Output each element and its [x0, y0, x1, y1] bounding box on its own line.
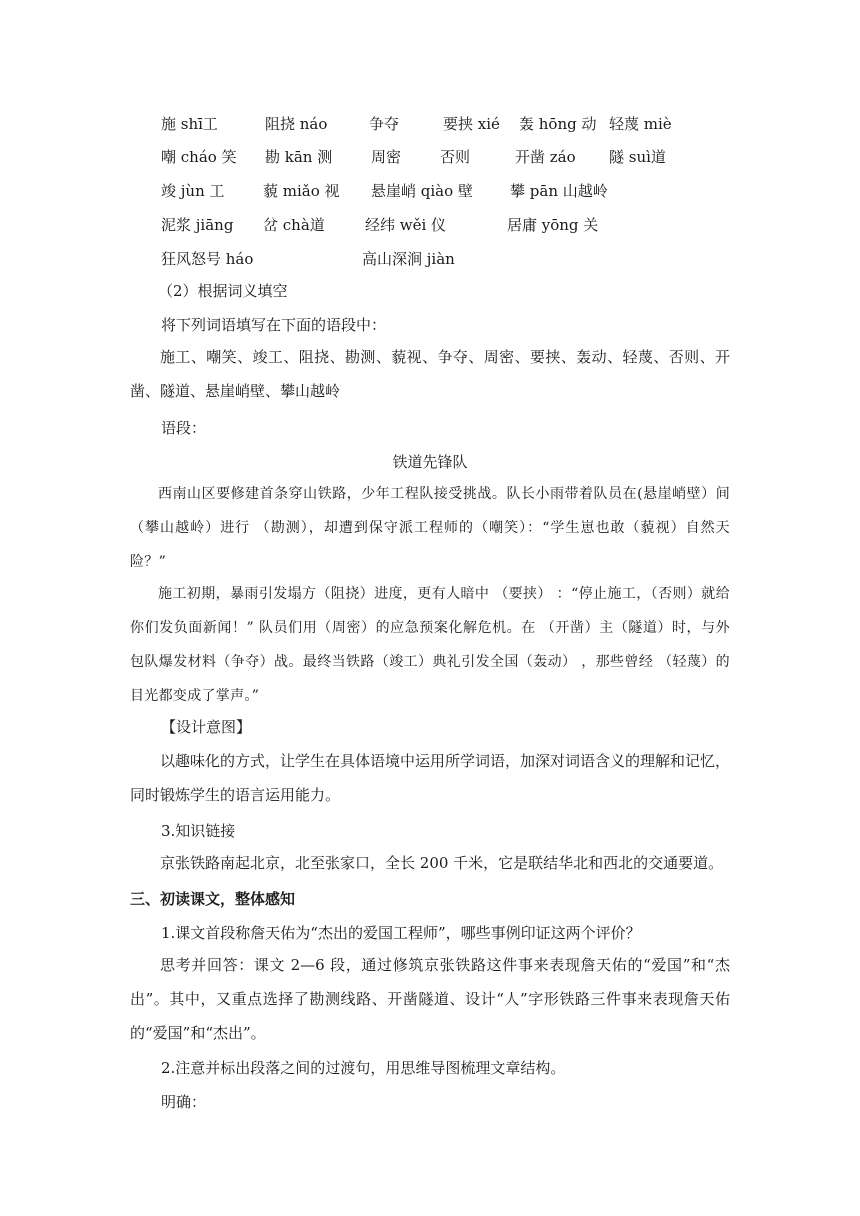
passage-paragraph-2: 施工初期，暴雨引发塌方（阻挠）进度，更有人暗中 （要挟） ：“停止施工，（否则）就给你们发负面新闻！” 队员们用（周密）的应急预案化解危机。在 （开凿）主（隧道）时，与外包队爆发材料（争夺）战。最终当铁路（竣工）典礼引发全国（轰动） ，那些曾经 （轻蔑）的目光都变成了掌声。” [130, 586, 730, 704]
vocab-item: 要挟 xié [443, 115, 500, 133]
vocab-item: 狂风怒号 háo [161, 250, 254, 268]
vocab-item: 否则 [440, 148, 471, 166]
vocab-item: 高山深涧 jiàn [362, 250, 455, 268]
vocab-item: 经纬 wěi 仪 [365, 216, 447, 234]
vocab-item: 开凿 záo [515, 148, 576, 166]
vocab-item: 攀 pān 山越岭 [510, 182, 608, 200]
vocab-item: 隧 suì道 [609, 148, 666, 166]
fill-instruction: 将下列词语填写在下面的语段中： [161, 316, 387, 334]
vocab-item: 争夺 [369, 115, 400, 133]
vocab-item: 泥浆 jiāng [161, 216, 234, 234]
passage-paragraph-1: 西南山区要修建首条穿山铁路，少年工程队接受挑战。队长小雨带着队员在(悬崖峭壁）间 （攀山越岭）进行 （勘测），却遭到保守派工程师的（嘲笑）：“学生崽也敢（藐视）自然天险？” [130, 486, 730, 570]
design-text: 以趣味化的方式，让学生在具体语境中运用所学词语，加深对词语含义的理解和记忆，同时锻炼学生的语言运用能力。 [130, 752, 731, 804]
question-2: 2.注意并标出段落之间的过渡句，用思维导图梳理文章结构。 [161, 1059, 566, 1077]
passage-label: 语段： [161, 419, 207, 437]
vocab-item: 轻蔑 miè [609, 115, 672, 133]
question-1: 1.课文首段称詹天佑为“杰出的爱国工程师”，哪些事例印证这两个评价？ [161, 924, 641, 942]
vocab-item: 悬崖峭 qiào 壁 [371, 182, 473, 200]
vocab-item: 居庸 yōng 关 [507, 216, 599, 234]
knowledge-text: 京张铁路南起北京，北至张家口，全长 200 千米，它是联结华北和西北的交通要道。 [160, 854, 724, 872]
clarify-label: 明确： [161, 1093, 207, 1111]
vocab-item: 勘 kān 测 [265, 148, 333, 166]
word-bank: 施工、嘲笑、竣工、阻挠、勘测、藐视、争夺、周密、要挟、轰动、轻蔑、否则、开凿、隧道、悬崖峭壁、攀山越岭 [130, 348, 730, 400]
knowledge-heading: 3.知识链接 [161, 822, 236, 840]
vocab-item: 轰 hōng 动 [519, 115, 597, 133]
vocab-item: 周密 [371, 148, 402, 166]
vocab-item: 竣 jùn 工 [161, 182, 225, 200]
passage-title: 铁道先锋队 [392, 453, 468, 471]
section-heading: 三、初读课文，整体感知 [130, 890, 296, 908]
fill-heading: （2）根据词义填空 [158, 282, 288, 300]
design-heading: 【设计意图】 [161, 718, 252, 736]
vocab-item: 施 shī工 [161, 115, 218, 133]
vocab-item: 岔 chà道 [263, 216, 325, 234]
vocab-item: 嘲 cháo 笑 [161, 148, 237, 166]
vocab-item: 藐 miǎo 视 [263, 182, 340, 200]
vocab-item: 阻挠 náo [265, 115, 328, 133]
answer-text: 思考并回答：课文 2—6 段，通过修筑京张铁路这件事来表现詹天佑的“爱国”和“杰出”。其中，又重点选择了勘测线路、开凿隧道、设计“人”字形铁路三件事来表现詹天佑的“爱国”和“杰出”。 [130, 956, 730, 1042]
